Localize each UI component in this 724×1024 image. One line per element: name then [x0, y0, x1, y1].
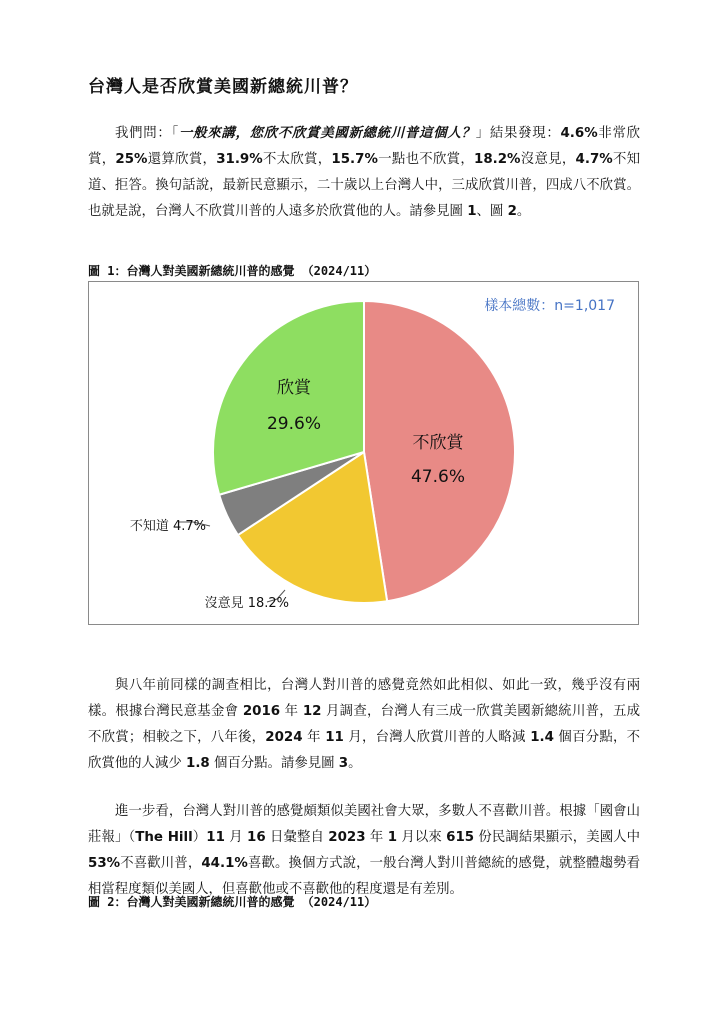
text-segment: 年: [280, 704, 303, 719]
text-segment: 。: [516, 204, 531, 219]
stat-value: 615: [446, 830, 475, 845]
pie-chart-frame: [88, 281, 639, 625]
sample-size-note: 樣本總數：n=1,017: [484, 298, 615, 314]
pie-chart: [89, 282, 640, 626]
text-segment: 月調查，台灣人有三成一欣賞美國新總統川普，五成不欣賞；相較之下，八年後，: [88, 704, 640, 745]
text-segment: 非常欣賞，: [88, 126, 640, 167]
text-segment: 還算欣賞，: [147, 152, 217, 167]
slice-label-unknown: 不知道 4.7%: [129, 519, 206, 534]
stat-value: 1: [387, 830, 398, 845]
slice-value-disapprove: 47.6%: [410, 467, 466, 487]
text-segment: 沒意見，: [520, 152, 576, 167]
text-segment: 進一步看，台灣人對川普的感覺頗類似美國社會大眾，多數人不喜歡川普。根據「國會山莊報」（: [88, 804, 640, 845]
text-segment: 我們問：「: [115, 126, 179, 141]
text-segment: 日彙整自: [265, 830, 329, 845]
stat-value: 2023: [328, 830, 366, 845]
slice-value-approve: 29.6%: [266, 414, 322, 434]
text-segment: 月: [224, 830, 248, 845]
text-segment: 份民調結果顯示，美國人中: [474, 830, 641, 845]
text-segment: 個百分點，不欣賞他的人減少: [88, 730, 641, 771]
text-segment: 月以來: [397, 830, 447, 845]
text-segment: 不喜歡川普，: [120, 856, 202, 871]
stat-value: 12: [302, 704, 322, 719]
stat-value: 44.1%: [201, 856, 248, 871]
stat-value: 53%: [88, 856, 121, 871]
stat-value: 16: [247, 830, 266, 845]
text-segment: 年: [365, 830, 388, 845]
paragraph-intro: [88, 121, 640, 225]
survey-question: 一般來講，您欣不欣賞美國新總統川普這個人？: [178, 126, 476, 141]
stat-value: 11: [206, 830, 225, 845]
text-segment: 不太欣賞，: [262, 152, 332, 167]
text-segment: 一點也不欣賞，: [377, 152, 475, 167]
paragraph-comparison: [88, 673, 640, 777]
text-segment: 。: [348, 756, 362, 771]
text-segment: 個百分點。請參見圖: [209, 756, 339, 771]
text-segment: 、圖: [476, 204, 508, 219]
stat-value: 2024: [265, 730, 303, 745]
slice-label-disapprove: 不欣賞: [412, 433, 464, 453]
stat-value: 18.2%: [474, 152, 521, 167]
text-segment: 喜歡。換個方式說，一般台灣人對川普總統的感覺，就整體趨勢看相當程度類似美國人，但喜歡他或不喜歡他的程度還是有差別。: [88, 856, 641, 897]
stat-value: 2016: [242, 704, 281, 719]
stat-value: 15.7%: [331, 152, 378, 167]
stat-value: 1.8: [186, 756, 210, 771]
stat-value: 11: [325, 730, 344, 745]
stat-value: 4.7%: [575, 152, 613, 167]
text-segment: 年: [302, 730, 326, 745]
paragraph-us-comparison: [88, 799, 640, 903]
figure2-caption: 圖 2：台灣人對美國新總統川普的感覺 （2024/11）: [88, 895, 377, 909]
figure-ref: 2: [507, 204, 517, 219]
stat-value: 4.6%: [560, 126, 598, 141]
stat-value: 1.4: [530, 730, 554, 745]
figure-ref: 1: [467, 204, 477, 219]
text-segment: 與八年前同樣的調查相比，台灣人對川普的感覺竟然如此相似、如此一致，幾乎沒有兩樣。根據台灣民意基金會: [88, 678, 640, 719]
figure-ref: 3: [338, 756, 349, 771]
source-name: The Hill: [135, 830, 193, 845]
text-segment: ）: [192, 830, 207, 845]
slice-label-no-opinion: 沒意見 18.2%: [204, 596, 289, 611]
text-segment: 不知道、拒答。換句話說，最新民意顯示，二十歲以上台灣人中，三成欣賞川普，四成八不欣賞。也就是說，台灣人不欣賞川普的人遠多於欣賞他的人。請參見圖: [88, 152, 641, 219]
stat-value: 25%: [115, 152, 148, 167]
figure1-caption: 圖 1：台灣人對美國新總統川普的感覺 （2024/11）: [88, 264, 377, 278]
slice-label-approve: 欣賞: [277, 378, 311, 398]
text-segment: 」結果發現：: [475, 126, 561, 141]
page-heading: 台灣人是否欣賞美國新總統川普？: [88, 77, 358, 97]
stat-value: 31.9%: [216, 152, 263, 167]
text-segment: 月，台灣人欣賞川普的人略減: [343, 730, 531, 745]
